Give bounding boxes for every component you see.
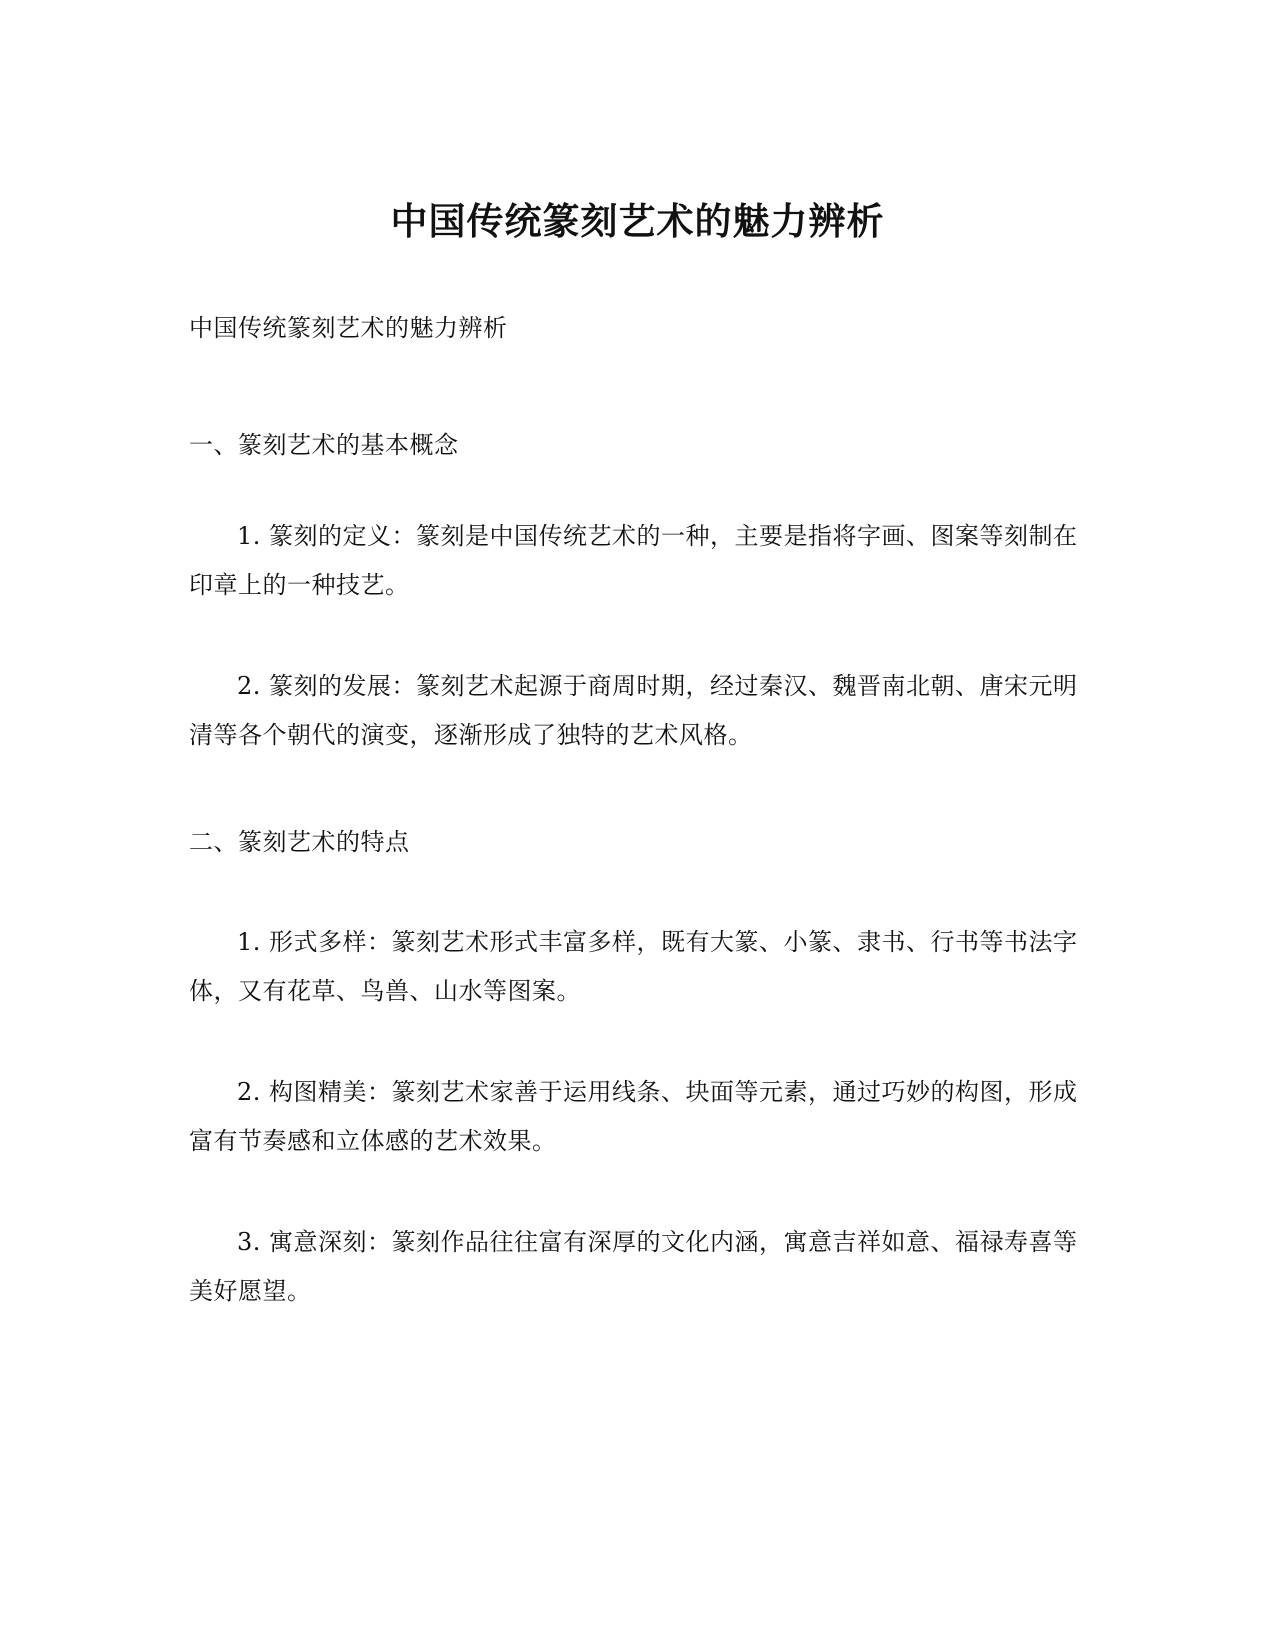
- section-1-item-2: 2. 篆刻的发展：篆刻艺术起源于商周时期，经过秦汉、魏晋南北朝、唐宋元明清等各个朝代的演变，逐渐形成了独特的艺术风格。: [189, 672, 1078, 749]
- section-2-item-3: 3. 寓意深刻：篆刻作品往往富有深厚的文化内涵，寓意吉祥如意、福禄寿喜等美好愿望。: [189, 1228, 1078, 1305]
- section-1-item-1: 1. 篆刻的定义：篆刻是中国传统艺术的一种，主要是指将字画、图案等刻制在印章上的一种技艺。: [189, 522, 1078, 599]
- document-title: 中国传统篆刻艺术的魅力辨析: [390, 199, 885, 243]
- section-heading-1: 一、篆刻艺术的基本概念: [189, 431, 459, 459]
- section-2-item-1: 1. 形式多样：篆刻艺术形式丰富多样，既有大篆、小篆、隶书、行书等书法字体，又有花草、鸟兽、山水等图案。: [189, 928, 1078, 1005]
- document-subtitle: 中国传统篆刻艺术的魅力辨析: [189, 314, 508, 342]
- section-2-item-2: 2. 构图精美：篆刻艺术家善于运用线条、块面等元素，通过巧妙的构图，形成富有节奏感和立体感的艺术效果。: [189, 1078, 1078, 1155]
- section-heading-2: 二、篆刻艺术的特点: [189, 828, 410, 856]
